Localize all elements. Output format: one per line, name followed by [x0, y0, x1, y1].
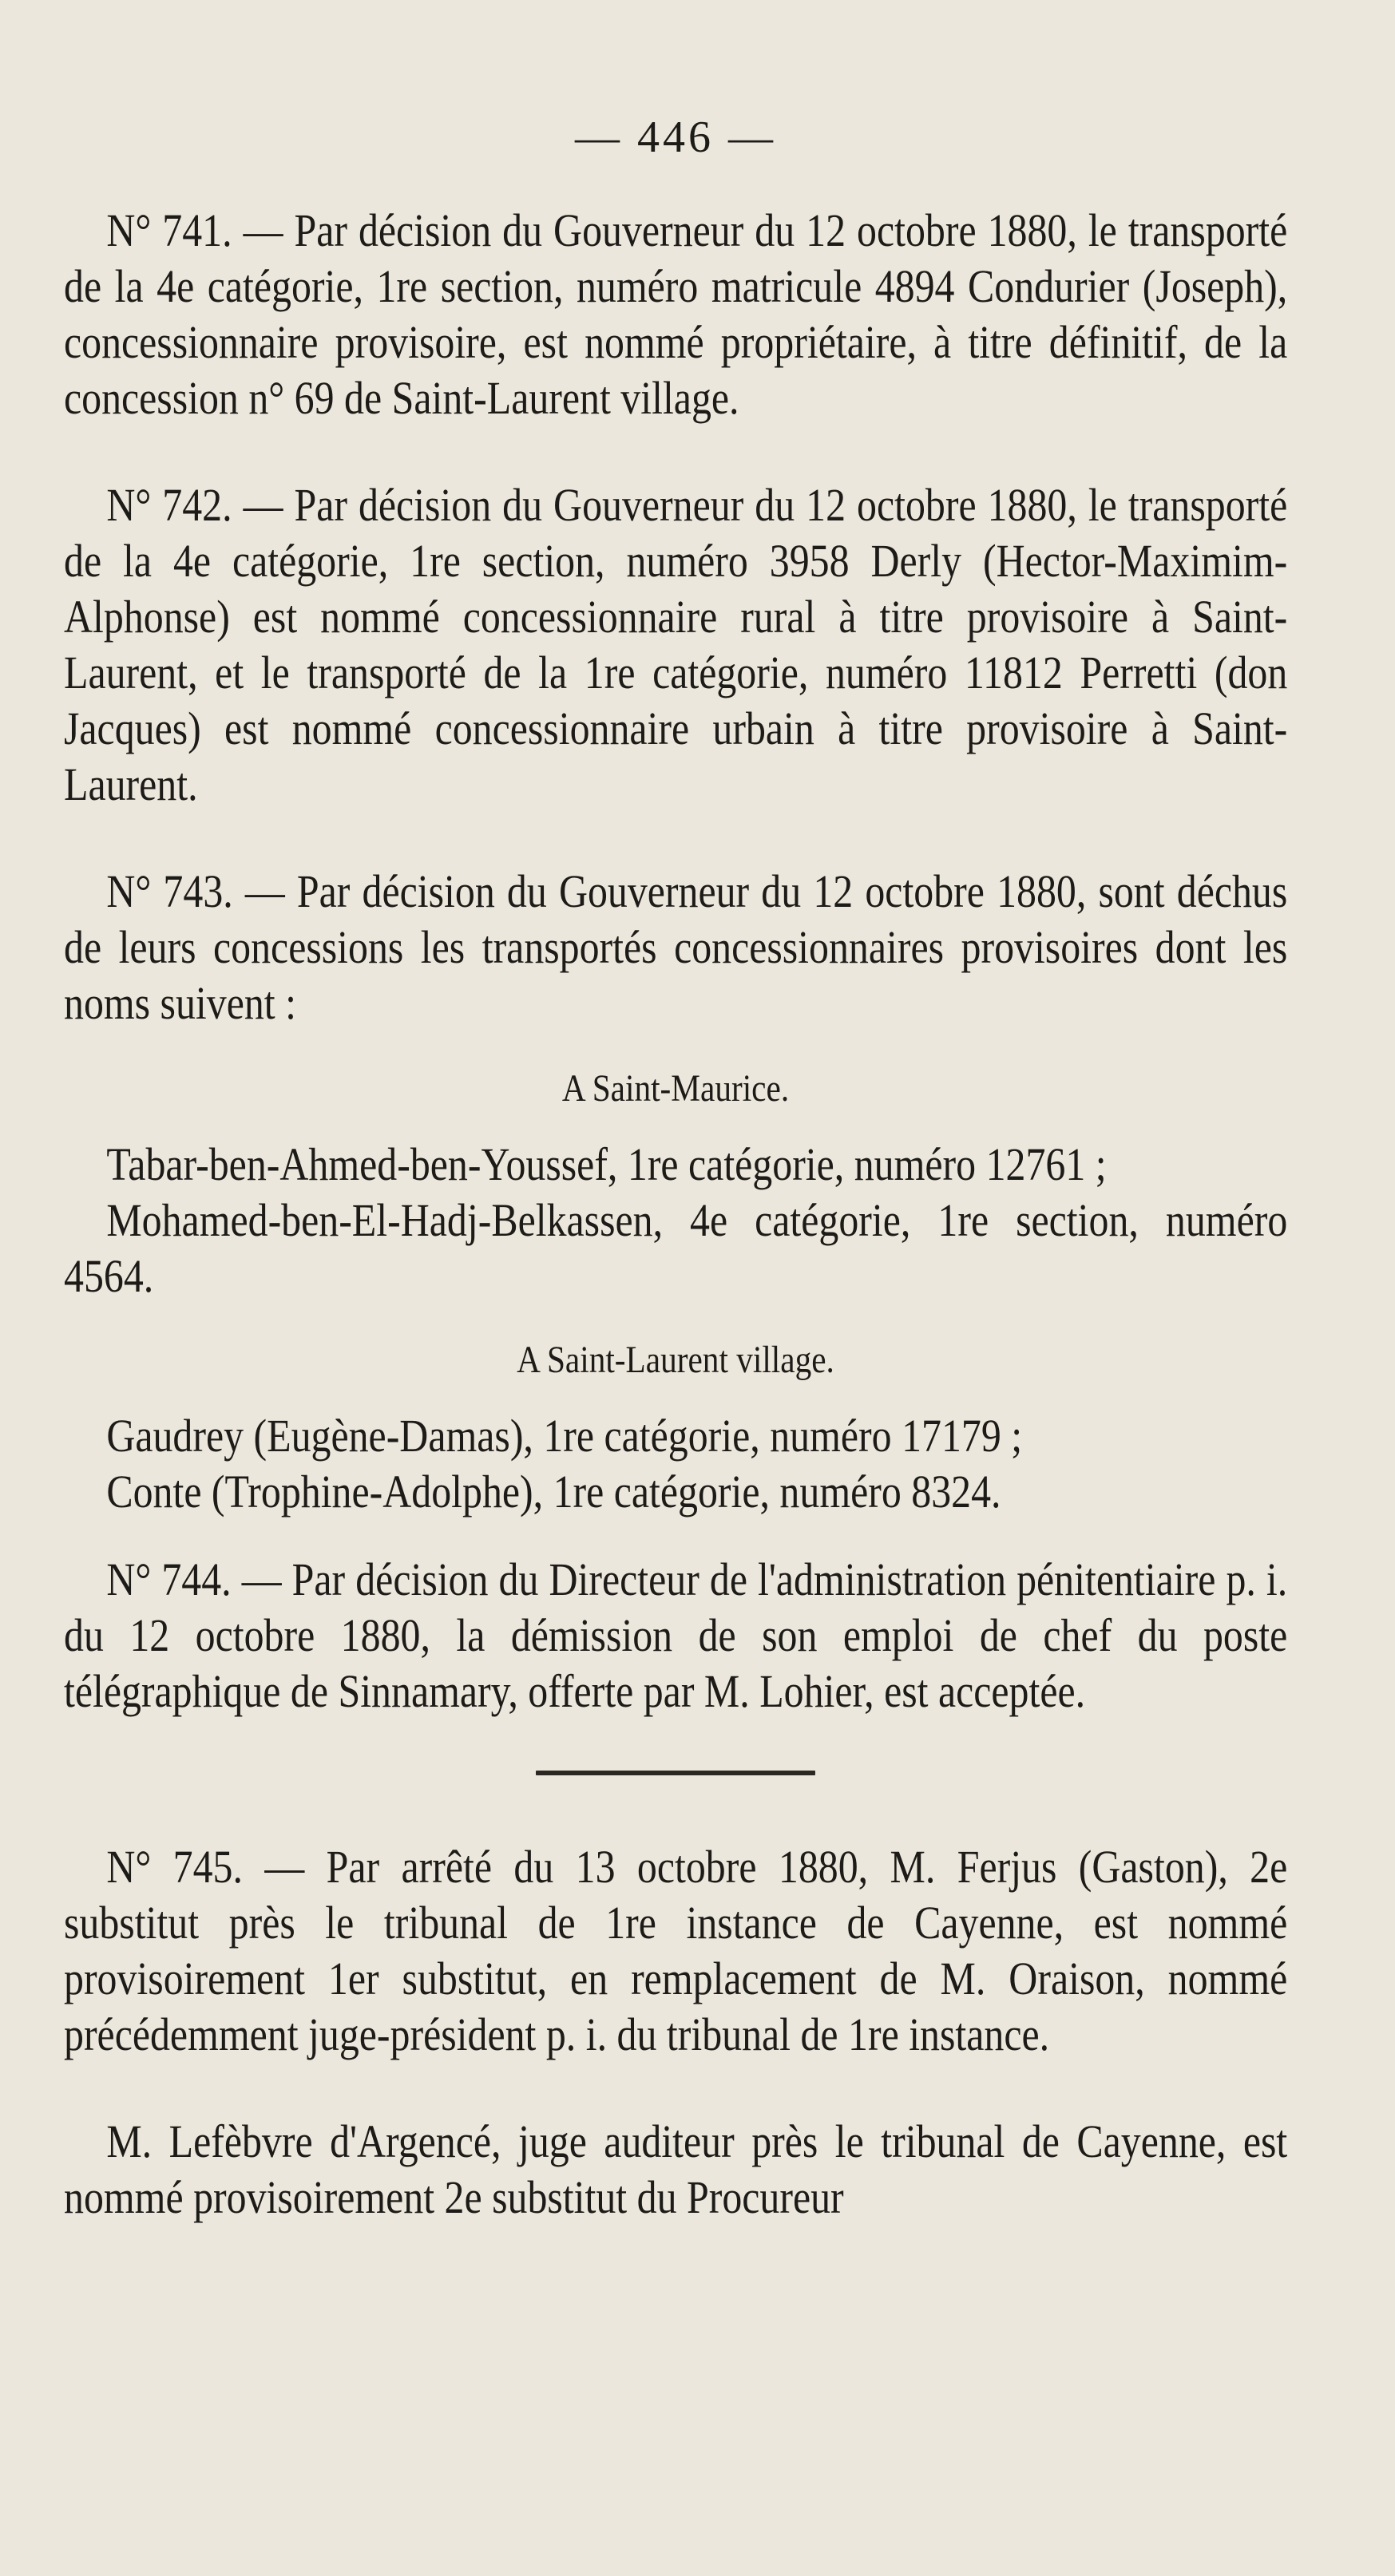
page-number: — 446 — [575, 113, 776, 162]
list-item-tabar: Tabar-ben-Ahmed-ben-Youssef, 1re catégorie, numéro 12761 ; [106, 1138, 1107, 1190]
list-item-conte: Conte (Trophine-Adolphe), 1re catégorie, numéro 8324. [106, 1466, 1001, 1518]
section-heading-saint-maurice: A Saint-Maurice. [561, 1067, 790, 1110]
paragraph-745: N° 745. — Par arrêté du 13 octobre 1880, M. Ferjus (Gaston), 2e substitut près le tribunal de 1re instance de Cayenne, est nommé provisoirement 1er substitut, en remplacement de M. Oraison, nommé précédemment juge-président p. i. du tribunal de 1re instance. [64, 1841, 1288, 2060]
section-divider [536, 1771, 815, 1775]
paragraph-741: N° 741. — Par décision du Gouverneur du 12 octobre 1880, le transporté de la 4e catégorie, 1re section, numéro matricule 4894 Condurier (Joseph), concessionnaire provisoire, est nommé propriétaire, à titre définitif, de la concession n° 69 de Saint-Laurent village. [64, 204, 1288, 424]
list-item-gaudrey: Gaudrey (Eugène-Damas), 1re catégorie, numéro 17179 ; [106, 1410, 1023, 1462]
paragraph-743: N° 743. — Par décision du Gouverneur du 12 octobre 1880, sont déchus de leurs concessions les transportés concessionnaires provisoires dont les noms suivent : [64, 865, 1288, 1029]
section-heading-saint-laurent: A Saint-Laurent village. [517, 1339, 834, 1381]
paragraph-744: N° 744. — Par décision du Directeur de l'administration pénitentiaire p. i. du 12 octobre 1880, la démission de son emploi de chef du poste télégraphique de Sinnamary, offerte par M. Lohier, est acceptée. [64, 1553, 1288, 1717]
list-item-mohamed: Mohamed-ben-El-Hadj-Belkassen, 4e catégorie, 1re section, numéro 4564. [64, 1194, 1288, 1302]
paragraph-745-continued: M. Lefèbvre d'Argencé, juge auditeur près le tribunal de Cayenne, est nommé provisoirement 2e substitut du Procureur [64, 2115, 1288, 2223]
paragraph-742: N° 742. — Par décision du Gouverneur du 12 octobre 1880, le transporté de la 4e catégorie, 1re section, numéro 3958 Derly (Hector-Maximim-Alphonse) est nommé concessionnaire rural à titre provisoire à Saint-Laurent, et le transporté de la 1re catégorie, numéro 11812 Perretti (don Jacques) est nommé concessionnaire urbain à titre provisoire à Saint-Laurent. [64, 479, 1288, 810]
document-page [64, 112, 1287, 2277]
